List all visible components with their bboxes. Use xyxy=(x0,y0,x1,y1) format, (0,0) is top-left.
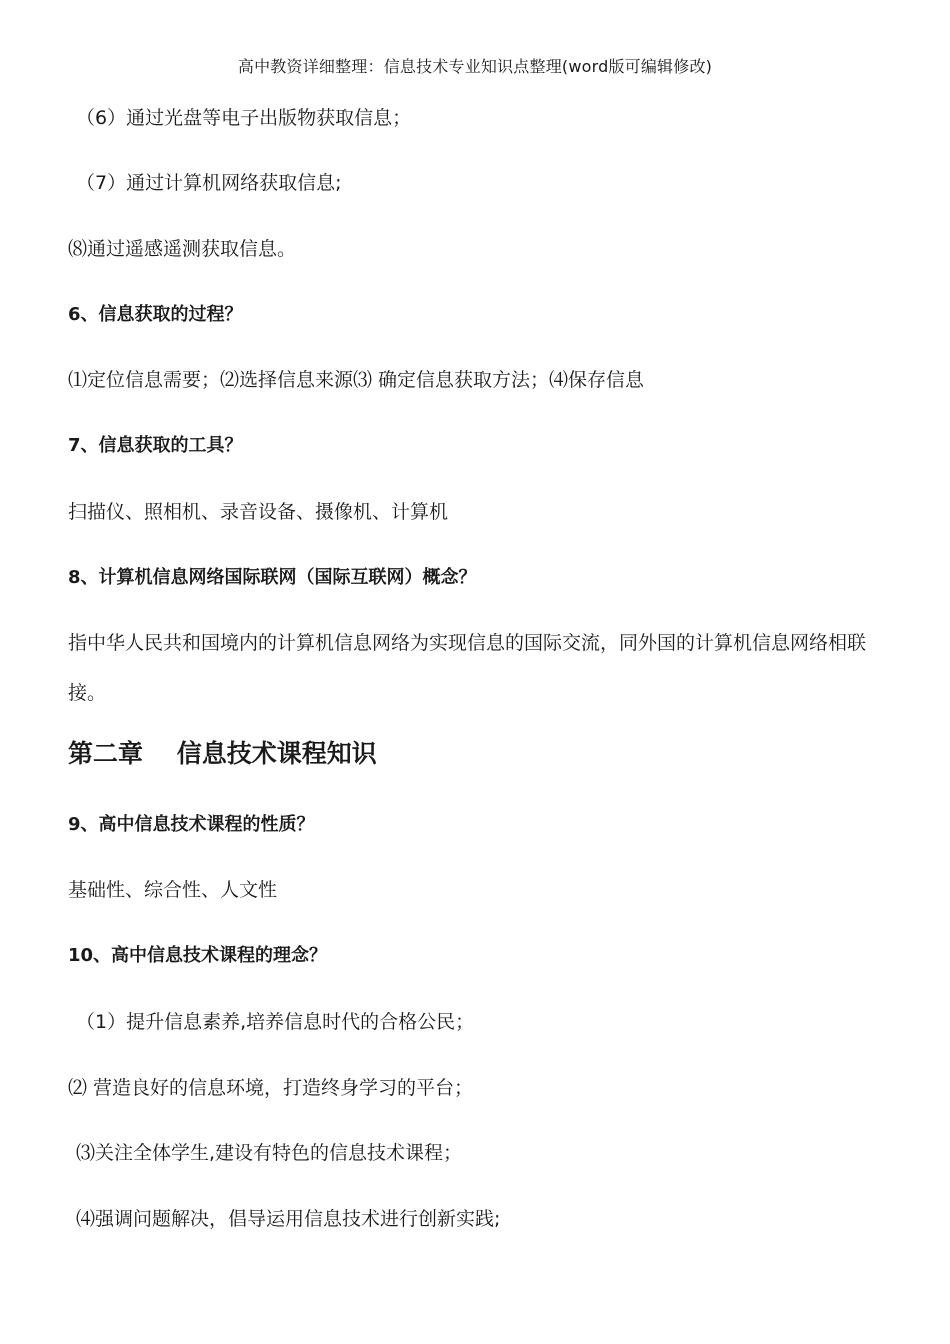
list-item: （7）通过计算机网络获取信息; xyxy=(76,172,342,194)
list-item: ⑵ 营造良好的信息环境，打造终身学习的平台； xyxy=(68,1077,474,1099)
question-heading: 6、信息获取的过程？ xyxy=(68,304,243,325)
question-heading: 9、高中信息技术课程的性质？ xyxy=(68,814,315,835)
question-heading: 7、信息获取的工具？ xyxy=(68,435,243,456)
chapter-title: 第二章 信息技术课程知识 xyxy=(68,739,377,768)
page-header: 高中教资详细整理：信息技术专业知识点整理(word版可编辑修改) xyxy=(237,57,713,76)
answer-text: ⑴定位信息需要；⑵选择信息来源⑶ 确定信息获取方法；⑷保存信息 xyxy=(68,369,645,391)
answer-text: 基础性、综合性、人文性 xyxy=(68,879,278,901)
list-item: （6）通过光盘等电子出版物获取信息； xyxy=(76,107,412,129)
list-item: ⑷强调问题解决，倡导运用信息技术进行创新实践; xyxy=(76,1208,501,1230)
list-item: ⑶关注全体学生,建设有特色的信息技术课程； xyxy=(76,1142,463,1164)
list-item: （1）提升信息素养,培养信息时代的合格公民； xyxy=(76,1011,475,1033)
answer-paragraph: 指中华人民共和国境内的计算机信息网络为实现信息的国际交流，同外国的计算机信息网络相联接。 xyxy=(68,632,867,704)
question-heading: 10、高中信息技术课程的理念？ xyxy=(68,945,328,966)
question-heading: 8、计算机信息网络国际联网（国际互联网）概念？ xyxy=(68,567,477,588)
answer-text: 扫描仪、照相机、录音设备、摄像机、计算机 xyxy=(68,501,449,523)
list-item: ⑻通过遥感遥测获取信息。 xyxy=(68,238,297,260)
